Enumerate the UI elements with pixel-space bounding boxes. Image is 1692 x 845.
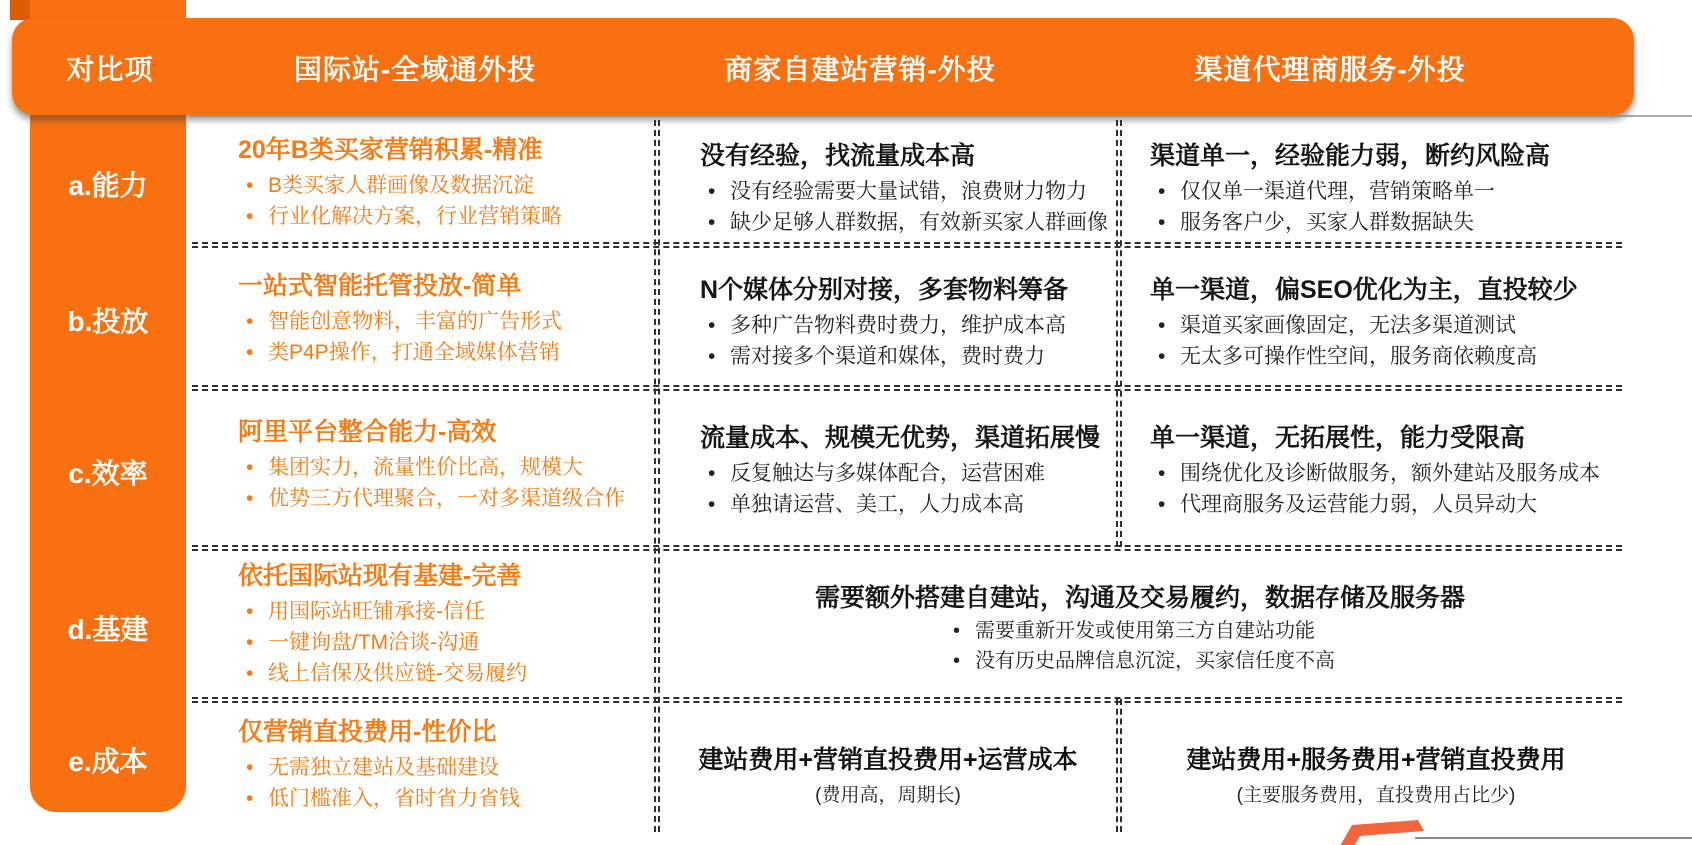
cell-e-col3 [1120,740,1632,807]
vertical-divider-2-lower [1116,699,1122,832]
bullet-item: • 单独请运营、美工，人力成本高 [700,489,1100,520]
cell-c-col2 [700,418,1100,520]
cell-d-col1 [238,556,527,689]
cell-title: 需要额外搭建自建站，沟通及交易履约，数据存储及服务器 [814,584,1465,612]
bullet-item: • 需对接多个渠道和媒体，费时费力 [700,341,1068,372]
cell-title: 单一渠道，无拓展性，能力受限高 [1150,424,1526,452]
cell-title: 一站式智能托管投放-简单 [238,272,522,300]
cell-title: 单一渠道，偏SEO优化为主，直投较少 [1150,276,1578,304]
bullet-item: • 没有经验需要大量试错，浪费财力物力 [700,176,1108,207]
cell-title: 依托国际站现有基建-完善 [238,562,522,590]
cell-title: 流量成本、规模无优势，渠道拓展慢 [700,424,1101,452]
header-cell-guojizhan: 国际站-全域通外投 [293,54,537,85]
row-divider-ab [192,242,1622,248]
cell-a-col3 [1150,136,1550,238]
row-label-d: d.基建 [67,614,149,645]
row-label-e: e.成本 [68,746,148,777]
bullet-item: • 无需独立建站及基础建设 [238,752,520,783]
bullet-item: • B类买家人群画像及数据沉淀 [238,170,562,201]
row-divider-cd [192,545,1622,551]
cell-title: 仅营销直投费用-性价比 [238,718,497,746]
row-label-b: b.投放 [67,306,149,337]
bullet-item: • 没有历史品牌信息沉淀，买家信任度不高 [945,646,1335,676]
cell-title: N个媒体分别对接，多套物料筹备 [700,276,1069,304]
row-divider-de [192,697,1622,703]
bullet-item: • 优势三方代理聚合，一对多渠道级合作 [238,483,625,514]
cell-a-col1 [238,130,562,232]
comparison-label-column [30,0,186,812]
bullet-item: • 低门槛准入，省时省力省钱 [238,783,520,814]
row-divider-bc [192,385,1622,391]
cell-d-merged [660,578,1620,676]
bullet-item: • 多种广告物料费时费力，维护成本高 [700,310,1068,341]
cell-title: 20年B类买家营销积累-精准 [238,136,543,164]
bullet-item: • 反复触达与多媒体配合，运营困难 [700,458,1100,489]
cell-b-col1 [238,266,562,368]
bullet-item: • 仅仅单一渠道代理，营销策略单一 [1150,176,1550,207]
cell-a-col2 [700,136,1108,238]
vertical-divider-2-upper [1116,120,1122,547]
header-cell-self-site: 商家自建站营销-外投 [724,54,996,85]
bullet-item: • 需要重新开发或使用第三方自建站功能 [945,616,1335,646]
cell-title: 没有经验，找流量成本高 [700,142,976,170]
cost-formula: 建站费用+服务费用+营销直投费用 [1186,746,1566,774]
vertical-divider-1 [654,120,660,832]
annotation-line [1415,837,1692,839]
cell-title: 渠道单一，经验能力弱，断约风险高 [1150,142,1551,170]
annotation-arrow-fragment [1338,820,1430,845]
cost-formula: 建站费用+营销直投费用+运营成本 [698,746,1078,774]
bullet-item: • 集团实力，流量性价比高，规模大 [238,452,625,483]
header-underline [190,115,1692,117]
bullet-item: • 代理商服务及运营能力弱，人员异动大 [1150,489,1600,520]
cell-b-col2 [700,270,1068,372]
row-label-a: a.能力 [68,170,148,201]
bullet-item: • 行业化解决方案，行业营销策略 [238,201,562,232]
cost-note: (主要服务费用，直投费用占比少) [1236,785,1516,806]
bullet-item: • 一键询盘/TM洽谈-沟通 [238,627,527,658]
bullet-item: • 缺少足够人群数据，有效新买家人群画像 [700,207,1108,238]
header-cell-compare: 对比项 [66,54,154,85]
cell-e-col2 [658,740,1118,807]
cell-b-col3 [1150,270,1578,372]
cell-e-col1 [238,712,520,814]
bullet-item: • 类P4P操作，打通全域媒体营销 [238,337,562,368]
bullet-item: • 线上信保及供应链-交易履约 [238,658,527,689]
cell-title: 阿里平台整合能力-高效 [238,418,497,446]
bullet-item: • 用国际站旺铺承接-信任 [238,596,527,627]
bullet-item: • 围绕优化及诊断做服务，额外建站及服务成本 [1150,458,1600,489]
bullet-item: • 服务客户少，买家人群数据缺失 [1150,207,1550,238]
cost-note: (费用高，周期长) [815,785,961,806]
cell-c-col1 [238,412,625,514]
bullet-item: • 智能创意物料，丰富的广告形式 [238,306,562,337]
bullet-item: • 无太多可操作性空间，服务商依赖度高 [1150,341,1578,372]
bullet-item: • 渠道买家画像固定，无法多渠道测试 [1150,310,1578,341]
cell-c-col3 [1150,418,1600,520]
row-label-c: c.效率 [68,458,148,489]
header-cell-agent: 渠道代理商服务-外投 [1194,54,1466,85]
